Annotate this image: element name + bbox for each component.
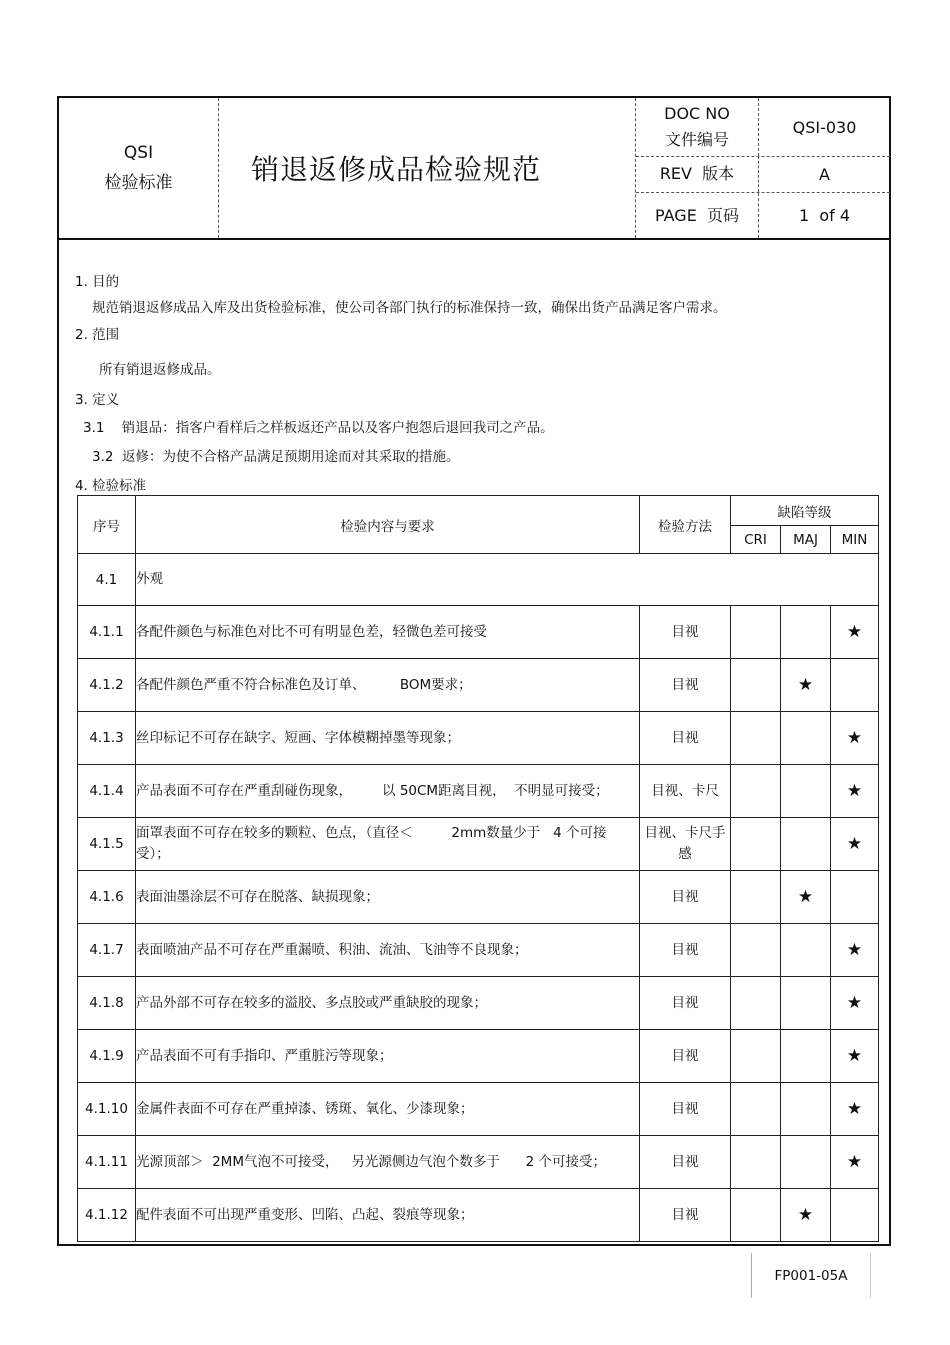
- doc-no-label-cn: 文件编号: [664, 130, 729, 149]
- group-no: 4.1: [78, 554, 136, 606]
- row-level-maj: [781, 1030, 831, 1083]
- rev-value: A: [819, 164, 830, 184]
- table-header-row: [78, 496, 879, 526]
- row-level-maj: [781, 1136, 831, 1189]
- star-icon: ★: [846, 993, 863, 1013]
- table-row: [78, 1030, 879, 1083]
- star-icon: ★: [846, 940, 863, 960]
- doc-type: 检验标准: [104, 173, 173, 193]
- header-org-block: [59, 98, 219, 238]
- document-header: [59, 98, 889, 240]
- row-method: 目视: [640, 1189, 731, 1242]
- star-icon: ★: [797, 675, 814, 695]
- row-level-maj: [781, 606, 831, 659]
- row-requirement: 产品外部不可存在较多的溢胶、多点胶或严重缺胶的现象；: [136, 977, 640, 1030]
- table-row: [78, 1083, 879, 1136]
- page-row: [636, 193, 890, 238]
- row-requirement: 光源顶部＞ 2MM气泡不可接受， 另光源侧边气泡个数多于 2 个可接受；: [136, 1136, 640, 1189]
- row-requirement: 丝印标记不可存在缺字、短画、字体模糊掉墨等现象；: [136, 712, 640, 765]
- row-no: 4.1.1: [78, 606, 136, 659]
- rev-row: [636, 156, 890, 193]
- row-level-maj: [781, 765, 831, 818]
- table-row: [78, 818, 879, 871]
- header-meta-block: [635, 98, 890, 238]
- row-no: 4.1.6: [78, 871, 136, 924]
- section-2-text: 所有销退返修成品。: [99, 362, 221, 378]
- definition-3-2: 3.2 返修：为使不合格产品满足预期用途而对其采取的措施。: [92, 449, 460, 465]
- header-defect-level: 缺陷等级: [731, 496, 879, 526]
- row-level-maj: [781, 659, 831, 712]
- row-level-cri: [731, 712, 781, 765]
- row-level-cri: [731, 765, 781, 818]
- row-level-cri: [731, 606, 781, 659]
- header-min: MIN: [831, 526, 879, 554]
- table-row: [78, 606, 879, 659]
- row-no: 4.1.5: [78, 818, 136, 871]
- star-icon: ★: [846, 834, 863, 854]
- row-level-cri: [731, 924, 781, 977]
- form-code-box: [751, 1253, 871, 1298]
- table-row: [78, 765, 879, 818]
- row-level-min: [831, 1083, 879, 1136]
- star-icon: ★: [797, 1205, 814, 1225]
- inspection-table: [77, 495, 879, 1242]
- row-requirement: 表面喷油产品不可存在严重漏喷、积油、流油、飞油等不良现象；: [136, 924, 640, 977]
- row-requirement: 面罩表面不可存在较多的颗粒、色点，（直径＜ 2mm数量少于 4 个可接受）；: [136, 818, 640, 871]
- doc-no-row: [636, 98, 890, 157]
- row-level-cri: [731, 818, 781, 871]
- row-level-maj: [781, 1083, 831, 1136]
- row-method: 目视: [640, 1083, 731, 1136]
- row-level-cri: [731, 1030, 781, 1083]
- row-no: 4.1.11: [78, 1136, 136, 1189]
- row-no: 4.1.10: [78, 1083, 136, 1136]
- row-level-min: [831, 818, 879, 871]
- row-level-cri: [731, 871, 781, 924]
- row-level-maj: [781, 924, 831, 977]
- group-row-appearance: [78, 554, 879, 606]
- row-method: 目视: [640, 1030, 731, 1083]
- table-row: [78, 1136, 879, 1189]
- row-no: 4.1.3: [78, 712, 136, 765]
- star-icon: ★: [846, 1152, 863, 1172]
- row-level-min: [831, 606, 879, 659]
- row-method: 目视: [640, 659, 731, 712]
- row-method: 目视: [640, 712, 731, 765]
- table-row: [78, 659, 879, 712]
- row-method: 目视: [640, 977, 731, 1030]
- section-3-heading: 3. 定义: [75, 392, 120, 408]
- definition-3-1: 3.1 销退品：指客户看样后之样板返还产品以及客户抱怨后退回我司之产品。: [83, 420, 554, 436]
- row-method: 目视: [640, 1136, 731, 1189]
- row-level-cri: [731, 977, 781, 1030]
- row-requirement: 配件表面不可出现严重变形、凹陷、凸起、裂痕等现象；: [136, 1189, 640, 1242]
- row-no: 4.1.2: [78, 659, 136, 712]
- row-level-cri: [731, 659, 781, 712]
- row-no: 4.1.9: [78, 1030, 136, 1083]
- table-row: [78, 977, 879, 1030]
- row-method: 目视: [640, 606, 731, 659]
- row-requirement: 各配件颜色与标准色对比不可有明显色差，轻微色差可接受: [136, 606, 640, 659]
- row-no: 4.1.7: [78, 924, 136, 977]
- document-frame: [57, 96, 891, 1246]
- document-title: 销退返修成品检验规范: [251, 153, 542, 186]
- row-level-cri: [731, 1083, 781, 1136]
- row-level-cri: [731, 1136, 781, 1189]
- section-4-heading: 4. 检验标准: [75, 478, 147, 494]
- row-level-maj: [781, 818, 831, 871]
- doc-no-value: QSI-030: [792, 117, 857, 137]
- doc-no-label: [636, 98, 759, 156]
- section-2-heading: 2. 范围: [75, 327, 120, 343]
- row-level-min: [831, 1189, 879, 1242]
- page-value: 1 of 4: [798, 206, 851, 225]
- row-level-maj: [781, 1189, 831, 1242]
- section-1-text: 规范销退返修成品入库及出货检验标准，使公司各部门执行的标准保持一致，确保出货产品满足客户需求。: [92, 300, 727, 316]
- header-no: 序号: [78, 496, 136, 554]
- row-requirement: 表面油墨涂层不可存在脱落、缺损现象；: [136, 871, 640, 924]
- row-level-min: [831, 924, 879, 977]
- section-1-heading: 1. 目的: [75, 274, 120, 290]
- rev-label: REV 版本: [636, 156, 759, 192]
- row-requirement: 各配件颜色严重不符合标准色及订单、 BOM要求；: [136, 659, 640, 712]
- row-level-maj: [781, 712, 831, 765]
- row-no: 4.1.12: [78, 1189, 136, 1242]
- row-method: 目视: [640, 871, 731, 924]
- row-no: 4.1.4: [78, 765, 136, 818]
- star-icon: ★: [846, 622, 863, 642]
- star-icon: ★: [846, 728, 863, 748]
- star-icon: ★: [797, 887, 814, 907]
- group-label: 外观: [136, 554, 879, 606]
- star-icon: ★: [846, 781, 863, 801]
- table-row: [78, 1189, 879, 1242]
- form-code: FP001-05A: [774, 1267, 848, 1284]
- page-label: PAGE 页码: [636, 193, 759, 238]
- row-requirement: 金属件表面不可存在严重掉漆、锈斑、氧化、少漆现象；: [136, 1083, 640, 1136]
- table-row: [78, 924, 879, 977]
- row-level-maj: [781, 977, 831, 1030]
- table-row: [78, 871, 879, 924]
- star-icon: ★: [846, 1046, 863, 1066]
- row-no: 4.1.8: [78, 977, 136, 1030]
- header-method: 检验方法: [640, 496, 731, 554]
- header-cri: CRI: [731, 526, 781, 554]
- row-level-min: [831, 1136, 879, 1189]
- row-requirement: 产品表面不可存在严重刮碰伤现象， 以 50CM距离目视， 不明显可接受；: [136, 765, 640, 818]
- row-level-min: [831, 977, 879, 1030]
- row-method: 目视、卡尺: [640, 765, 731, 818]
- row-level-cri: [731, 1189, 781, 1242]
- row-level-min: [831, 871, 879, 924]
- org-name: QSI: [123, 143, 154, 163]
- table-row: [78, 712, 879, 765]
- row-level-min: [831, 712, 879, 765]
- row-requirement: 产品表面不可有手指印、严重脏污等现象；: [136, 1030, 640, 1083]
- row-method: 目视: [640, 924, 731, 977]
- doc-no-label-en: DOC NO: [664, 104, 730, 123]
- header-requirement: 检验内容与要求: [136, 496, 640, 554]
- star-icon: ★: [846, 1099, 863, 1119]
- row-level-maj: [781, 871, 831, 924]
- row-method: 目视、卡尺手感: [640, 818, 731, 871]
- row-level-min: [831, 659, 879, 712]
- row-level-min: [831, 1030, 879, 1083]
- row-level-min: [831, 765, 879, 818]
- header-maj: MAJ: [781, 526, 831, 554]
